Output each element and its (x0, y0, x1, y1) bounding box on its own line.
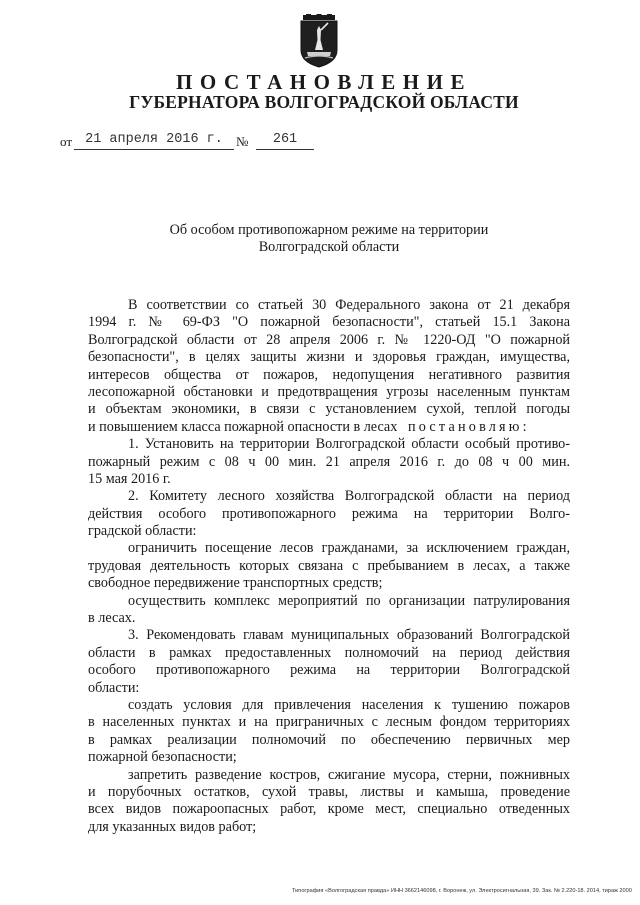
body-line: свободное передвижение транспортных средств; (88, 575, 383, 592)
body-line: в лесах. (88, 610, 136, 627)
body-line: пожарный режим с 08 ч 00 мин. 21 апреля 2016 г. до 08 ч 00 мин. (88, 453, 570, 470)
date-from-label: от (60, 134, 73, 149)
coat-of-arms-icon (297, 14, 341, 68)
body-line: Волгоградской области от 28 апреля 2006 г. № 1220-ОД "О пожарной (88, 331, 570, 348)
body-line: градской области: (88, 523, 197, 540)
body-line: 2. Комитету лесного хозяйства Волгоградской области на период (128, 488, 570, 505)
body-line (88, 419, 570, 436)
body-line: всех видов пожароопасных работ, кроме мест, специально отведенных (88, 801, 570, 818)
document-date: 21 апреля 2016 г. (74, 131, 234, 150)
body-line: В соответствии со статьей 30 Федерального закона от 21 декабря (128, 297, 570, 313)
body-line: создать условия для привлечения населения к тушению пожаров (128, 696, 570, 713)
body-line: 3. Рекомендовать главам муниципальных образований Волгоградской (128, 627, 570, 644)
number-label: № (236, 134, 249, 149)
body-line: области: (88, 679, 140, 696)
body-line: и объектам экономики, в связи с установлением сухой, теплой погоды (88, 401, 570, 418)
body-line-text: и повышением класса пожарной опасности в лесах (88, 418, 398, 435)
subject-line-1: Об особом противопожарном режиме на территории (169, 222, 489, 238)
body-line: в рамках реализации полномочий по обеспечению первичных мер (88, 731, 570, 748)
document-body (88, 297, 570, 836)
body-line: запретить разведение костров, сжигание мусора, стерни, пожнивных (128, 766, 570, 783)
body-line: особого противопожарного режима на территории Волгоградской (88, 662, 570, 679)
body-line: для указанных видов работ; (88, 818, 257, 835)
body-line: области в рамках предоставленных полномочий на период действия (88, 644, 570, 661)
body-line: пожарной безопасности; (88, 749, 237, 766)
body-line: 15 мая 2016 г. (88, 470, 171, 487)
document-title: ПОСТАНОВЛЕНИЕ (176, 70, 472, 94)
body-line: 1. Установить на территории Волгоградской области особый противо- (128, 436, 570, 453)
subject-line-2: Волгоградской области (258, 239, 400, 255)
document-number: 261 (256, 131, 314, 150)
resolve-word: постановляю: (407, 418, 530, 435)
body-line: осуществить комплекс мероприятий по организации патрулирования (128, 592, 570, 609)
body-line: интересов общества от пожаров, недопущения негативного развития (88, 366, 570, 383)
printer-imprint: Типография «Волгоградская правда» ИНН 3662146098, г. Воронеж, ул. Электросигнальная, 39. Зак. № 2.220-18. 2014, тираж 2000 (292, 888, 632, 894)
body-line: 1994 г. № 69-ФЗ "О пожарной безопасности", статьей 15.1 Закона (88, 314, 570, 331)
body-line: действия особого противопожарного режима на территории Волго- (88, 505, 570, 522)
body-line: лесопожарной обстановки и предотвращения угрозы населенным пунктам (88, 383, 570, 400)
body-line: в населенных пунктах и на приграничных с лесным фондом территориях (88, 714, 570, 731)
body-line: ограничить посещение лесов гражданами, за исключением граждан, (128, 540, 570, 557)
body-line: трудовая деятельность которых связана с пребыванием в лесах, а также (88, 557, 570, 574)
document-subject (0, 222, 640, 256)
body-line: и порубочных остатков, сухой травы, листвы и камыша, проведение (88, 783, 570, 800)
document-issuer: ГУБЕРНАТОРА ВОЛГОГРАДСКОЙ ОБЛАСТИ (129, 92, 519, 112)
body-line: безопасности", в целях защиты жизни и здоровья граждан, имущества, (88, 349, 570, 366)
